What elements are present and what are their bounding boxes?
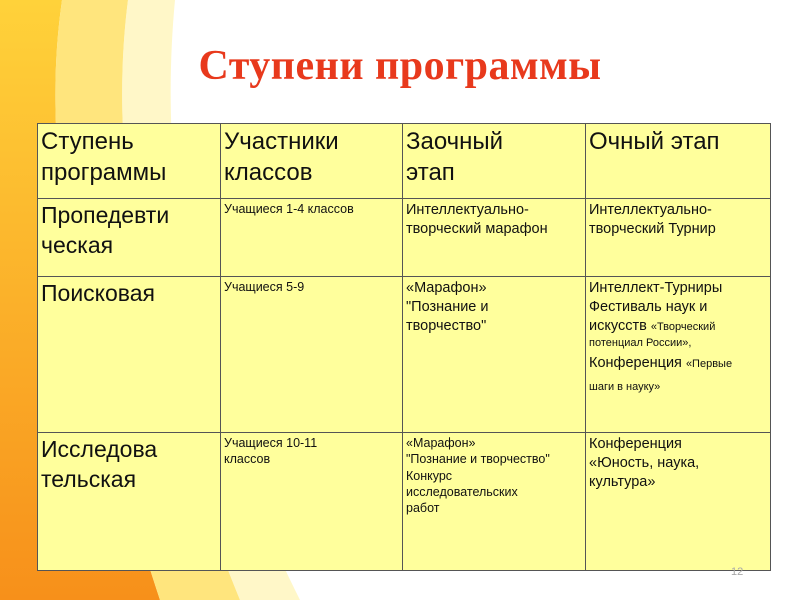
cell-fulltime: Интеллект-Турниры Фестиваль наук и искусств «Творческий потенциал России», Конференция «Первые шаги в науку» [586, 277, 771, 433]
cell-participants: Учащиеся 10-11 классов [221, 433, 403, 571]
cell-participants: Учащиеся 1-4 классов [221, 199, 403, 277]
header-participants: Участники классов [221, 124, 403, 199]
table-header-row [38, 124, 771, 199]
cell-correspondence: «Марафон» "Познание и творчество" Конкурс исследовательских работ [403, 433, 586, 571]
table-row [38, 433, 771, 571]
cell-stage: Исследова тельская [38, 433, 221, 571]
program-stages-table [37, 123, 771, 571]
cell-fulltime: Конференция «Юность, наука, культура» [586, 433, 771, 571]
cell-participants: Учащиеся 5-9 [221, 277, 403, 433]
header-stage: Ступень программы [38, 124, 221, 199]
header-fulltime: Очный этап [586, 124, 771, 199]
cell-correspondence: Интеллектуально- творческий марафон [403, 199, 586, 277]
cell-stage: Пропедевти ческая [38, 199, 221, 277]
cell-correspondence: «Марафон» "Познание и творчество" [403, 277, 586, 433]
table-row [38, 277, 771, 433]
slide-title: Ступени программы [198, 43, 602, 89]
header-correspondence: Заочный этап [403, 124, 586, 199]
cell-fulltime: Интеллектуально- творческий Турнир [586, 199, 771, 277]
cell-stage: Поисковая [38, 277, 221, 433]
table-row [38, 199, 771, 277]
page-number: 12 [731, 566, 744, 578]
